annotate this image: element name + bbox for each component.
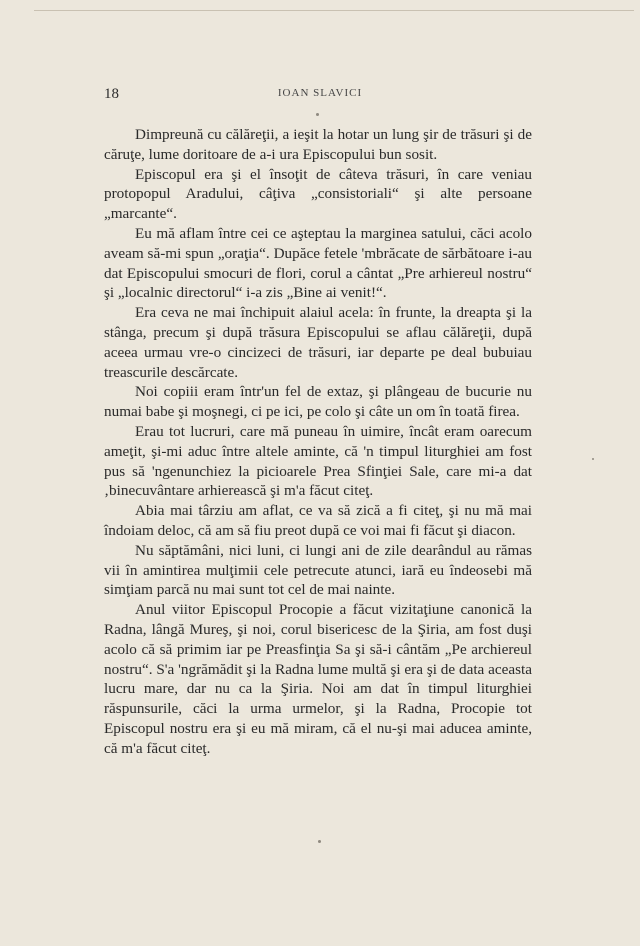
running-head-author: IOAN SLAVICI [277,87,363,99]
paragraph: Eu mă aflam între cei ce aşteptau la marginea satului, căci acolo aveam să-mi spun „oraţia“. Dupăce fetele 'mbrăcate de sărbătoare i-au dat Episcopului smocuri de flori, corul a cântat „Pre arhiereul nostru“ şi „localnic directorul“ i-a zis „Bine ai venit!“. [104,224,532,302]
paragraph: Abia mai târziu am aflat, ce va să zică a fi citeţ, şi nu mă mai îndoiam deloc, că am să fiu preot după ce voi mai fi făcut şi diacon. [104,502,532,539]
paragraph: Era ceva ne mai închipuit alaiul acela: în frunte, la dreapta şi la stânga, precum şi după trăsura Episcopului se aflau călăreţii, după aceea urmau vre-o cincizeci de trăsuri, iar departe pe deal bubuiau treascurile descărcate. [104,304,532,381]
page-header [0,86,640,106]
paragraph: Dimpreună cu călăreţii, a ieşit la hotar un lung şir de trăsuri şi de căruţe, lume doritoare de a-i ura Episcopului bun sosit. [104,126,532,163]
body-text [104,125,532,759]
paragraph: Noi copiii eram într'un fel de extaz, şi plângeau de bucurie nu numai babe şi moşnegi, ci pe ici, pe colo şi câte un om în toată firea. [104,383,532,421]
page-number: 18 [104,86,119,102]
paper-speck [318,840,321,843]
paragraph: Nu săptămâni, nici luni, ci lungi ani de zile dearândul au rămas vii în amintirea mulţimii cele petrecute atunci, iară eu îndeosebi mă simţiam parcă nu mai sunt tot cel de mai nainte. [104,541,532,599]
paragraph: Erau tot lucruri, care mă puneau în uimire, încât eram oarecum ameţit, şi-mi aduc între altele aminte, că 'n timpul liturghiei am fost pus să 'ngenunchiez la picioarele Prea Sfinţiei Sale, care mi-a dat ‚binecuvântare arhierească şi m'a făcut citeţ. [104,422,532,500]
paper-speck [592,458,594,460]
paragraph: Episcopul era şi el însoţit de câteva trăsuri, în care veniau protopopul Aradului, câţiva „consistoriali“ şi alte persoane „marcante“. [104,165,532,223]
paper-speck [316,113,319,116]
paragraph: Anul viitor Episcopul Procopie a făcut vizitaţiune canonică la Radna, lângă Mureş, şi noi, corul bisericesc de la Şiria, am fost duşi acolo că să primim iar pe Preasfinţia Sa şi să-i cântăm „Pe archiereul nostru“. S'a 'ngrămădit şi la Radna lume multă şi era şi de data aceasta lucru mare, dar nu ca la Şiria. Noi am dat în timpul liturghiei răspunsurile, căci la urma urmelor, şi la Radna, Procopie tot Episcopul nostru era şi eu mă miram, că el nu-şi mai aducea aminte, că m'a făcut citeţ. [104,601,532,757]
page-top-edge-line [34,10,634,11]
